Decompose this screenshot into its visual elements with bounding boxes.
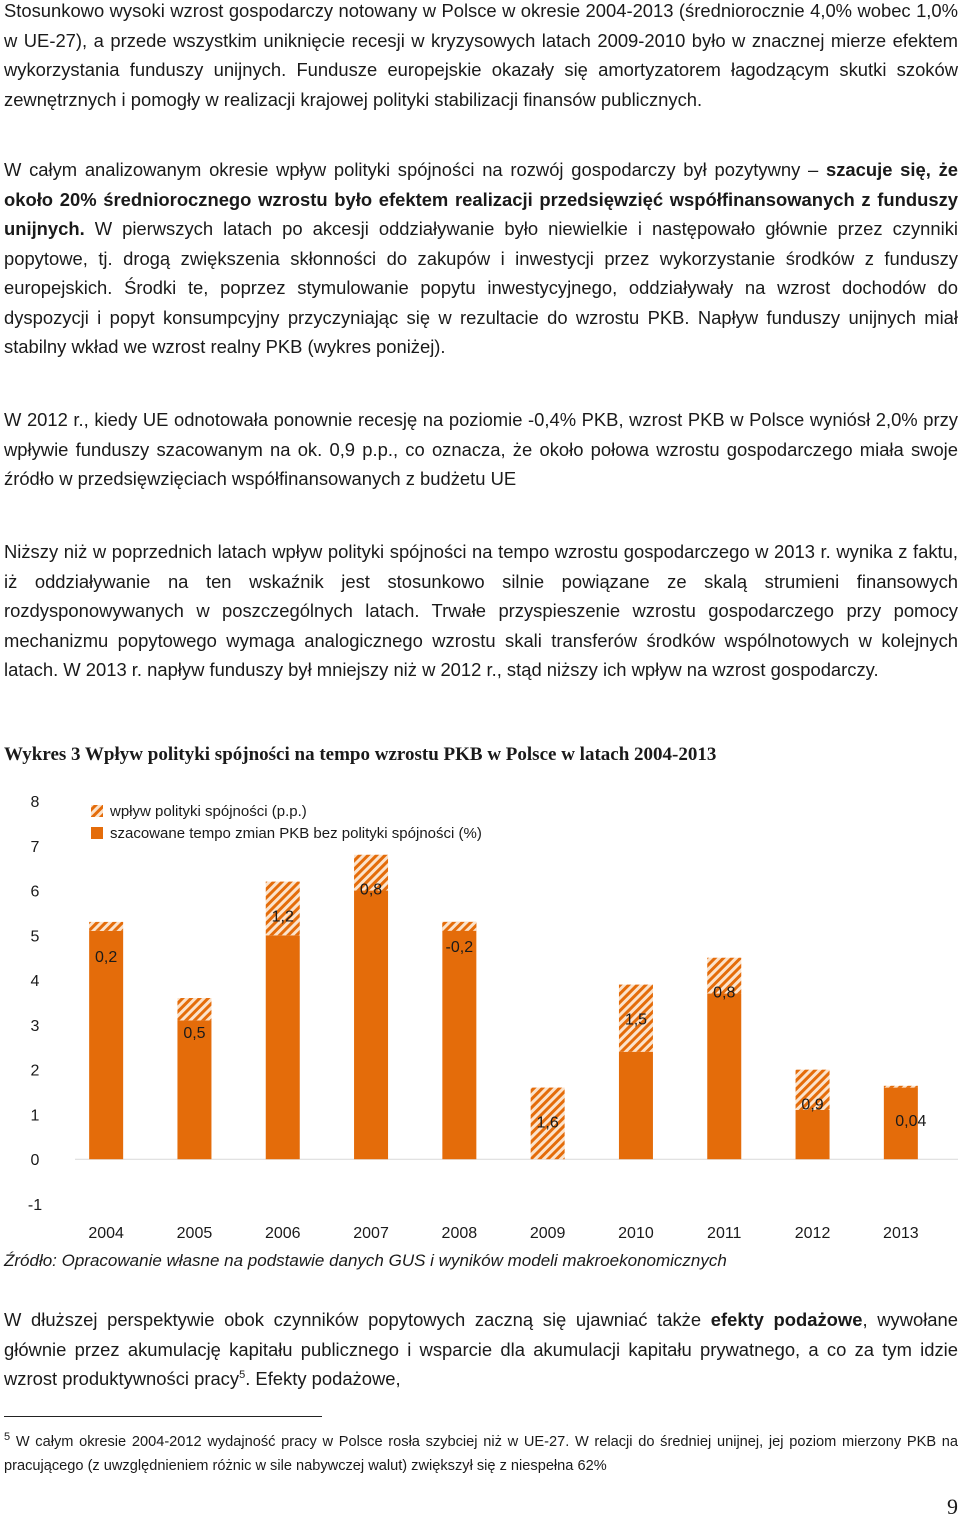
x-tick-label: 2013 — [883, 1225, 919, 1242]
legend-label-impact: wpływ polityki spójności (p.p.) — [110, 803, 307, 820]
base-growth-bar — [354, 891, 388, 1160]
y-tick-label: 4 — [30, 973, 40, 991]
data-label: 1,6 — [536, 1114, 559, 1132]
data-label: 0,9 — [801, 1096, 824, 1114]
cohesion-impact-bar — [177, 998, 211, 1020]
year-2012-paragraph: W 2012 r., kiedy UE odnotowała ponownie recesję na poziomie -0,4% PKB, wzrost PKB w Polsce wyniósł 2,0% przy wpływie funduszy szacowanym na ok. 0,9 p.p., co oznacza, że około połowa wzrostu gospodarczego miała swoje źródło w przedsięwzięciach współfinansowanych z budżetu UE — [4, 409, 958, 489]
emphasized-estimate: szacuje się, że około 20% średniorocznego wzrostu było efektem realizacji przedsięwzięć współfinansowanych z funduszy unijnych. — [4, 159, 958, 239]
base-growth-bar — [442, 922, 476, 1159]
paragraph-lead: W dłuższej perspektywie obok czynników popytowych zaczną się ujawniać także — [4, 1309, 711, 1330]
cohesion-impact-paragraph — [4, 155, 958, 362]
intro-paragraph: Stosunkowo wysoki wzrost gospodarczy notowany w Polsce w okresie 2004-2013 (średniorocznie 4,0% wobec 1,0% w UE-27), a przede wszystkim uniknięcie recesji w kryzysowych latach 2009-2010 było w znacznej mierze efektem wykorzystania funduszy unijnych. Fundusze europejskie okazały się amortyzatorem łagodzącym skutki szoków zewnętrznych i pomogły w realizacji krajowej polityki stabilizacji finansów publicznych. — [4, 0, 958, 110]
y-tick-label: -1 — [27, 1197, 43, 1214]
data-label: 1,2 — [271, 908, 294, 926]
x-tick-label: 2007 — [353, 1225, 389, 1242]
x-tick-label: 2012 — [794, 1225, 831, 1242]
y-tick-label: 6 — [30, 883, 40, 901]
x-tick-label: 2009 — [529, 1225, 566, 1242]
x-tick-label: 2010 — [618, 1225, 654, 1242]
y-tick-label: 3 — [30, 1017, 40, 1035]
y-tick-label: 0 — [30, 1152, 40, 1170]
data-label: 0,8 — [713, 984, 736, 1002]
y-tick-label: 2 — [30, 1062, 40, 1080]
x-tick-label: 2006 — [264, 1225, 301, 1242]
x-tick-label: 2005 — [176, 1225, 213, 1242]
data-label: 0,5 — [183, 1025, 206, 1043]
y-tick-label: 5 — [30, 928, 40, 946]
footnote-separator — [4, 1416, 322, 1417]
base-growth-bar — [619, 1052, 653, 1159]
base-growth-bar — [266, 935, 300, 1159]
data-label: 1,5 — [624, 1011, 648, 1029]
footnote — [4, 1430, 958, 1478]
data-label: 0,2 — [95, 948, 118, 966]
footnote-reference: 5 — [239, 1368, 246, 1381]
base-growth-bar — [796, 1110, 830, 1159]
supply-effects-paragraph — [4, 1305, 958, 1394]
page-number: 9 — [947, 1494, 958, 1519]
base-growth-bar — [707, 994, 741, 1160]
y-tick-label: 1 — [30, 1107, 40, 1125]
y-tick-label: 7 — [30, 838, 40, 856]
footnote-text: W całym okresie 2004-2012 wydajność pracy w Polsce rosła szybciej niż w UE-27. W relacji do średniej unijnej, jej poziom mierzony PKB na pracującego (z uwzględnieniem różnic w sile nabywczej walut) zwiększył się z niespełna 62% — [4, 1434, 958, 1474]
x-tick-label: 2011 — [707, 1225, 742, 1242]
x-tick-label: 2004 — [88, 1225, 124, 1242]
data-label: 0,04 — [895, 1112, 927, 1130]
paragraph-rest: , wywołane głównie przez akumulację kapitału publicznego i wsparcie dla akumulacji kapitału prywatnego, a co za tym idzie wzrost produktywności pracy — [4, 1309, 958, 1389]
x-tick-label: 2008 — [441, 1225, 478, 1242]
paragraph-rest: W pierwszych latach po akcesji oddziaływanie było niewielkie i następowało głównie przez czynniki popytowe, tj. drogą zwiększenia skłonności do zakupów i inwestycji przez wykorzystanie środków z funduszy europejskich. Środki te, poprzez stymulowanie popytu inwestycyjnego, oddziaływały na wzrost dochodów do dyspozycji i popyt konsumpcyjny przyczyniając się w rezultacie do wzrostu PKB. Napływ funduszy unijnych miał stabilny wkład we wzrost realny PKB (wykres poniżej). — [4, 218, 958, 357]
chart-caption: Wykres 3 Wpływ polityki spójności na tempo wzrostu PKB w Polsce w latach 2004-2013 — [4, 744, 717, 765]
paragraph-tail: . Efekty podażowe, — [245, 1368, 401, 1389]
year-2013-paragraph: Niższy niż w poprzednich latach wpływ polityki spójności na tempo wzrostu gospodarczego w 2013 r. wynika z faktu, iż oddziaływanie na ten wskaźnik jest stosunkowo silnie powiązane ze skalą strumieni finansowych rozdysponowywanych w poszczególnych latach. Trwałe przyspieszenie wzrostu gospodarczego przy pomocy mechanizmu popytowego wymaga analogicznego wzrostu skali transferów środków wspólnotowych w kolejnych latach. W 2013 r. napływ funduszy był mniejszy niż w 2012 r., stąd niższy ich wpływ na wzrost gospodarczy. — [4, 541, 958, 680]
emphasized-supply-effects: efekty podażowe — [710, 1309, 863, 1330]
y-tick-label: 8 — [30, 794, 40, 811]
paragraph-lead: W całym analizowanym okresie wpływ polityki spójności na rozwój gospodarczy był pozytywny – — [4, 159, 826, 180]
footnote-mark: 5 — [4, 1431, 11, 1444]
cohesion-impact-bar — [442, 922, 476, 931]
legend-swatch-impact — [91, 805, 103, 817]
cohesion-policy-chart — [0, 780, 960, 1250]
data-label: 0,8 — [359, 881, 383, 899]
chart-source-note: Źródło: Opracowanie własne na podstawie danych GUS i wyników modeli makroekonomicznych — [4, 1251, 727, 1270]
cohesion-impact-bar — [89, 922, 123, 931]
data-label: -0,2 — [445, 938, 474, 956]
legend-swatch-base — [91, 827, 103, 839]
cohesion-impact-bar — [884, 1086, 918, 1088]
legend-label-base: szacowane tempo zmian PKB bez polityki spójności (%) — [110, 825, 482, 842]
